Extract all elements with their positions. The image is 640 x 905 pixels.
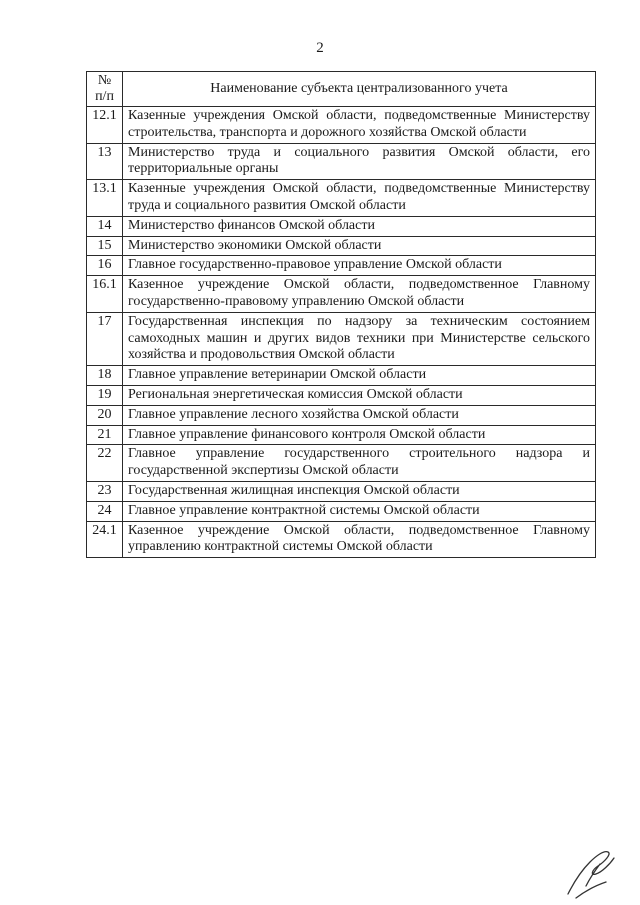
table-row [87, 143, 596, 180]
table-row [87, 366, 596, 386]
row-entity-name: Главное управление лесного хозяйства Омской области [123, 405, 596, 425]
row-number: 14 [87, 216, 123, 236]
row-number: 22 [87, 445, 123, 482]
row-number: 16 [87, 256, 123, 276]
table-row [87, 481, 596, 501]
table-row [87, 521, 596, 558]
row-entity-name: Главное государственно-правовое управление Омской области [123, 256, 596, 276]
table-row [87, 312, 596, 365]
row-entity-name: Государственная инспекция по надзору за техническим состоянием самоходных машин и других видов техники при Министерстве сельского хозяйства и продовольствия Омской области [123, 312, 596, 365]
row-number: 23 [87, 481, 123, 501]
row-entity-name: Региональная энергетическая комиссия Омской области [123, 385, 596, 405]
accounting-entities-table [86, 71, 596, 558]
row-entity-name: Главное управление финансового контроля Омской области [123, 425, 596, 445]
table-row [87, 385, 596, 405]
table-row [87, 107, 596, 144]
table-row [87, 216, 596, 236]
row-entity-name: Министерство экономики Омской области [123, 236, 596, 256]
row-number: 19 [87, 385, 123, 405]
row-entity-name: Казенные учреждения Омской области, подведомственные Министерству труда и социального развития Омской области [123, 180, 596, 217]
table-row [87, 405, 596, 425]
row-entity-name: Министерство труда и социального развития Омской области, его территориальные органы [123, 143, 596, 180]
table-header-row [87, 72, 596, 107]
row-number: 12.1 [87, 107, 123, 144]
row-entity-name: Главное управление государственного строительного надзора и государственной экспертизы Омской области [123, 445, 596, 482]
handwritten-signature-icon [560, 842, 620, 900]
row-number: 16.1 [87, 276, 123, 313]
row-number: 13 [87, 143, 123, 180]
table-row [87, 236, 596, 256]
table-row [87, 425, 596, 445]
table-row [87, 501, 596, 521]
row-entity-name: Казенное учреждение Омской области, подведомственное Главному государственно-правовому управлению Омской области [123, 276, 596, 313]
row-entity-name: Казенные учреждения Омской области, подведомственные Министерству строительства, транспорта и дорожного хозяйства Омской области [123, 107, 596, 144]
row-number: 13.1 [87, 180, 123, 217]
row-number: 21 [87, 425, 123, 445]
row-entity-name: Казенное учреждение Омской области, подведомственное Главному управлению контрактной системы Омской области [123, 521, 596, 558]
row-entity-name: Министерство финансов Омской области [123, 216, 596, 236]
row-entity-name: Главное управление ветеринарии Омской области [123, 366, 596, 386]
header-number: № п/п [87, 72, 123, 107]
row-number: 24.1 [87, 521, 123, 558]
row-number: 18 [87, 366, 123, 386]
row-number: 15 [87, 236, 123, 256]
table-row [87, 445, 596, 482]
page-number: 2 [316, 40, 324, 56]
row-entity-name: Государственная жилищная инспекция Омской области [123, 481, 596, 501]
row-entity-name: Главное управление контрактной системы Омской области [123, 501, 596, 521]
table-row [87, 276, 596, 313]
row-number: 17 [87, 312, 123, 365]
row-number: 24 [87, 501, 123, 521]
table-body [87, 107, 596, 558]
table-row [87, 256, 596, 276]
row-number: 20 [87, 405, 123, 425]
header-entity-name: Наименование субъекта централизованного учета [123, 72, 596, 107]
table-row [87, 180, 596, 217]
